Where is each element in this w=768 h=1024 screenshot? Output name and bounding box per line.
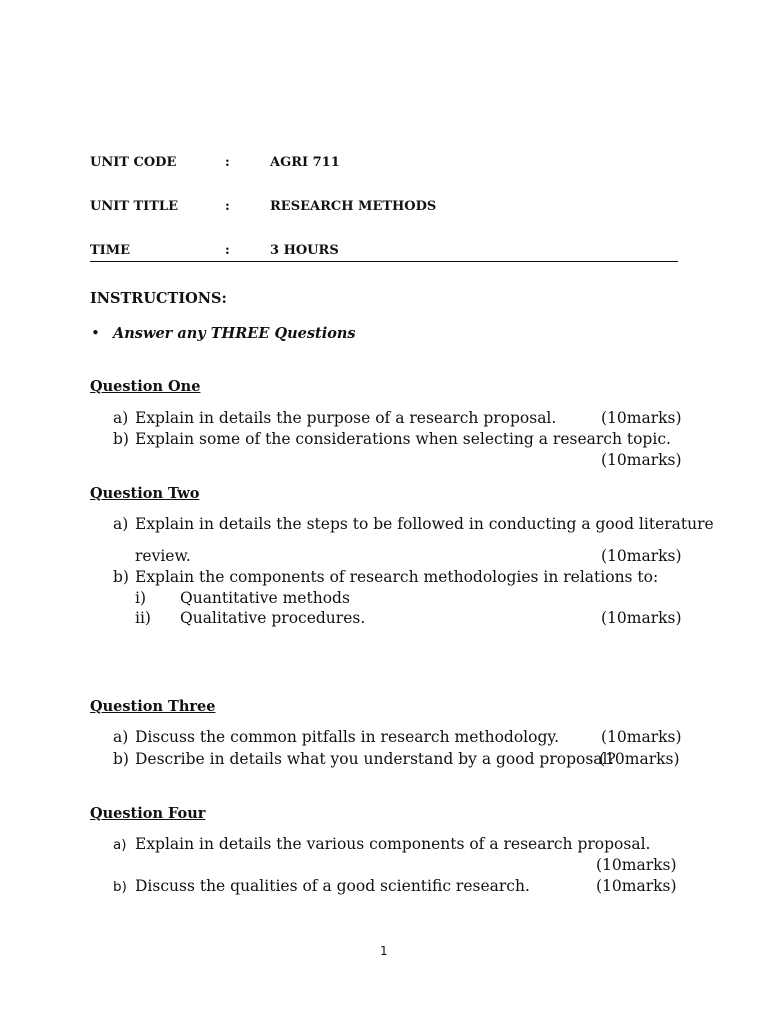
q2-subpart-i-text: Quantitative methods bbox=[180, 589, 350, 607]
instruction-bullet: • bbox=[91, 324, 100, 342]
q4-part-a-label: a) bbox=[113, 837, 127, 853]
q2-subpart-ii-text: Qualitative procedures. bbox=[180, 609, 366, 627]
instructions-heading: INSTRUCTIONS: bbox=[90, 290, 227, 307]
q2-part-a-text-cont: review. bbox=[135, 547, 191, 565]
unit-code-label: UNIT CODE bbox=[90, 155, 177, 170]
q1-part-a-text: Explain in details the purpose of a research proposal. bbox=[135, 409, 557, 427]
question-two-heading: Question Two bbox=[90, 485, 200, 502]
time-separator: : bbox=[225, 243, 230, 258]
unit-code-separator: : bbox=[225, 155, 230, 170]
q3-part-a-marks: (10marks) bbox=[601, 728, 682, 746]
question-one-heading: Question One bbox=[90, 378, 201, 395]
q2-part-b-text: Explain the components of research methodologies in relations to: bbox=[135, 568, 659, 586]
q2-part-a-label: a) bbox=[113, 515, 129, 533]
unit-title-value: RESEARCH METHODS bbox=[270, 199, 437, 214]
q4-part-a-marks: (10marks) bbox=[596, 856, 677, 874]
unit-title-label: UNIT TITLE bbox=[90, 199, 178, 214]
q1-part-a-marks: (10marks) bbox=[601, 409, 682, 427]
time-label: TIME bbox=[90, 243, 131, 258]
q2-part-b-label: b) bbox=[113, 568, 129, 586]
q2-subpart-i-label: i) bbox=[135, 589, 147, 607]
q3-part-b-label: b) bbox=[113, 750, 129, 768]
q2-part-a-marks: (10marks) bbox=[601, 547, 682, 565]
instruction-item: Answer any THREE Questions bbox=[113, 325, 356, 342]
question-three-heading: Question Three bbox=[90, 698, 216, 715]
q1-part-a-label: a) bbox=[113, 409, 129, 427]
q2-subpart-ii-label: ii) bbox=[135, 609, 151, 627]
question-four-heading: Question Four bbox=[90, 805, 206, 822]
q2-part-b-marks: (10marks) bbox=[601, 609, 682, 627]
q1-part-b-text: Explain some of the considerations when selecting a research topic. bbox=[135, 430, 671, 448]
q1-part-b-label: b) bbox=[113, 430, 129, 448]
q4-part-a-text: Explain in details the various components of a research proposal. bbox=[135, 835, 651, 853]
q3-part-b-text: Describe in details what you understand by a good proposal? bbox=[135, 750, 616, 768]
unit-code-value: AGRI 711 bbox=[270, 155, 340, 170]
header-divider bbox=[90, 261, 678, 262]
q4-part-b-label: b) bbox=[113, 879, 127, 895]
q3-part-a-label: a) bbox=[113, 728, 129, 746]
q4-part-b-marks: (10marks) bbox=[596, 877, 677, 895]
q1-part-b-marks: (10marks) bbox=[601, 451, 682, 469]
q2-part-a-text: Explain in details the steps to be followed in conducting a good literature bbox=[135, 515, 714, 533]
page-number: 1 bbox=[380, 944, 388, 958]
q3-part-a-text: Discuss the common pitfalls in research methodology. bbox=[135, 728, 560, 746]
time-value: 3 HOURS bbox=[270, 243, 339, 258]
unit-title-separator: : bbox=[225, 199, 230, 214]
q4-part-b-text: Discuss the qualities of a good scientific research. bbox=[135, 877, 530, 895]
q3-part-b-marks: (10marks) bbox=[599, 750, 680, 768]
